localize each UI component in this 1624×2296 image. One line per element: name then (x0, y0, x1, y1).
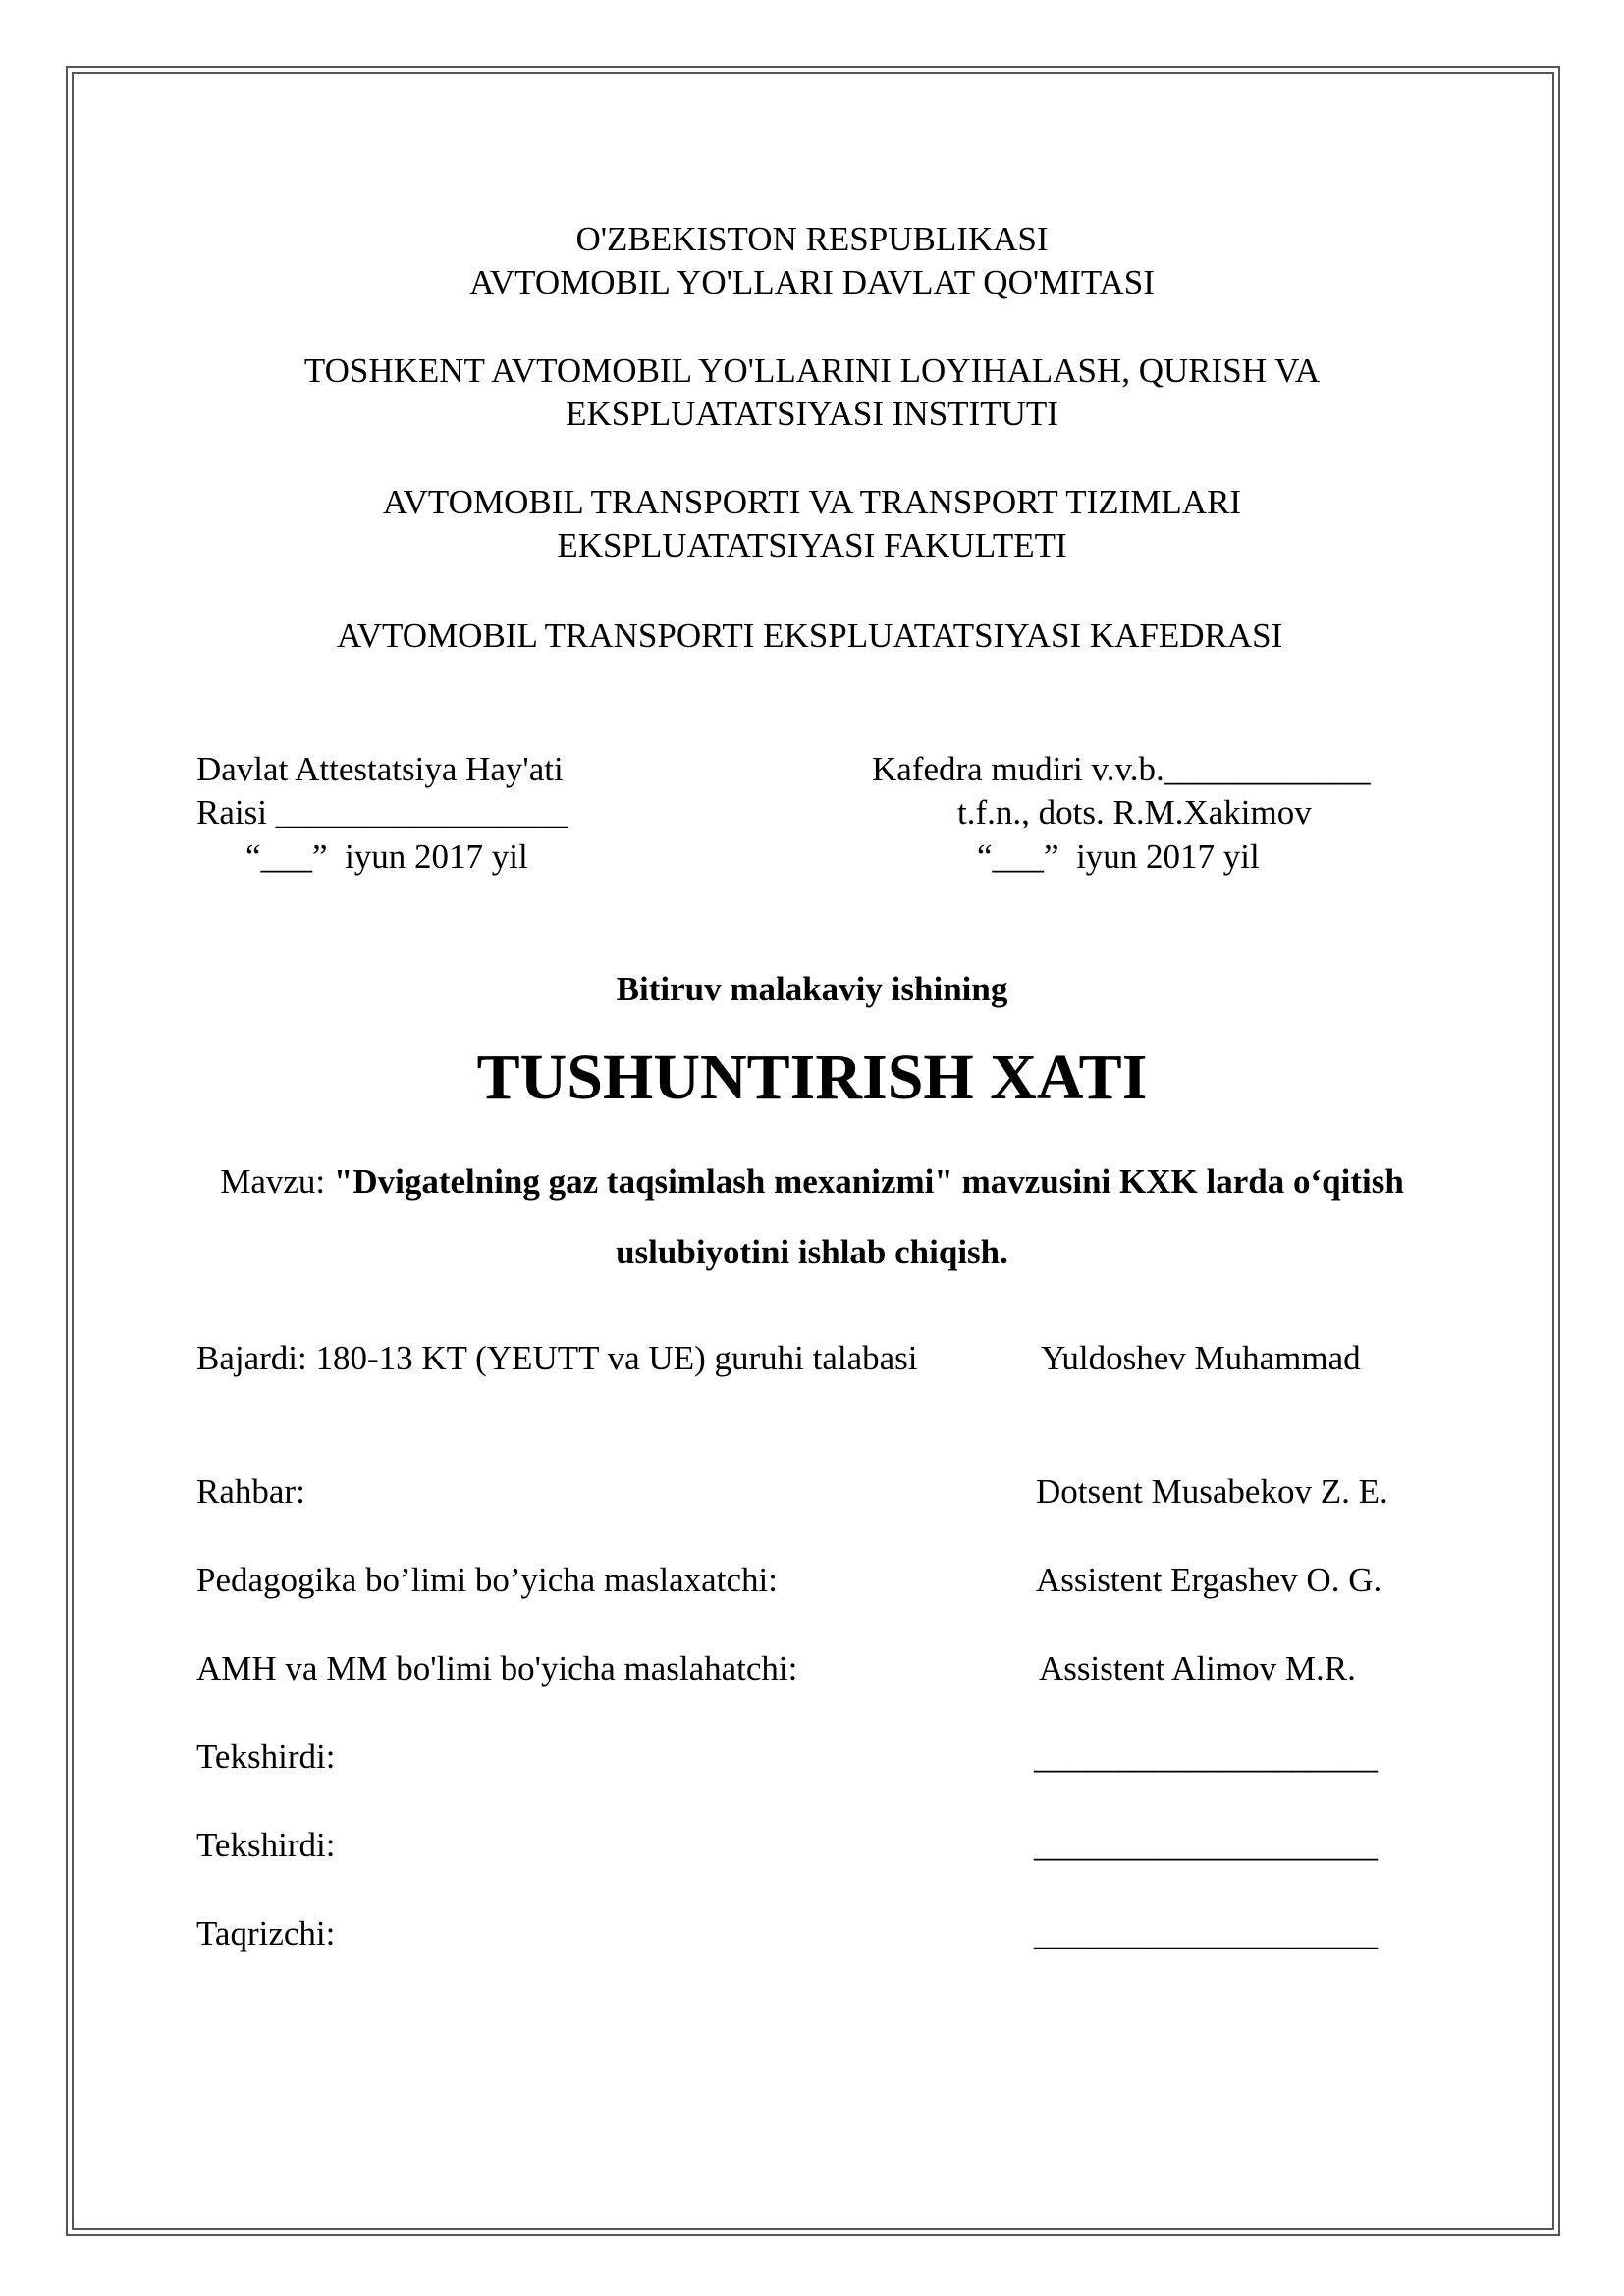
performer-label: Bajardi: 180-13 KT (YEUTT va UE) guruhi talabasi (196, 1339, 918, 1377)
work-title: TUSHUNTIRISH XATI (476, 1041, 1148, 1113)
work-subtitle: Bitiruv malakaviy ishining (616, 970, 1008, 1008)
role-value-pedagogy: Assistent Ergashev O. G. (1036, 1561, 1382, 1599)
role-value-checked-2: ____________________ (1034, 1826, 1378, 1864)
approval-left-line1: Davlat Attestatsiya Hay'ati (196, 750, 564, 788)
role-label-supervisor: Rahbar: (196, 1472, 305, 1511)
role-value-checked-1: ____________________ (1034, 1737, 1378, 1776)
work-topic-line2: uslubiyotini ishlab chiqish. (616, 1233, 1008, 1271)
header-institute-line2: EKSPLUATATSIYASI INSTITUTI (566, 395, 1058, 433)
header-committee: AVTOMOBIL YO'LLARI DAVLAT QO'MITASI (469, 263, 1155, 301)
approval-right-line1: Kafedra mudiri v.v.b.____________ (872, 750, 1371, 788)
header-faculty-line2: EKSPLUATATSIYASI FAKULTETI (557, 526, 1067, 564)
header-country: O'ZBEKISTON RESPUBLIKASI (575, 220, 1049, 258)
role-value-reviewer: ____________________ (1034, 1914, 1378, 1952)
role-value-supervisor: Dotsent Musabekov Z. E. (1036, 1472, 1388, 1511)
header-department: AVTOMOBIL TRANSPORTI EKSPLUATATSIYASI KAFEDRASI (337, 616, 1283, 655)
approval-left-date: “___” iyun 2017 yil (245, 837, 528, 876)
work-topic-text: "Dvigatelning gaz taqsimlash mexanizmi" mavzusini KXK larda o‘qitish (333, 1162, 1404, 1201)
approval-left-line2: Raisi _________________ (196, 793, 568, 831)
work-topic-line1 (0, 1160, 1624, 1203)
role-label-reviewer: Taqrizchi: (196, 1914, 336, 1952)
role-label-checked-1: Tekshirdi: (196, 1737, 336, 1776)
approval-right-date: “___” iyun 2017 yil (977, 837, 1260, 876)
work-topic-label: Mavzu: (220, 1162, 334, 1201)
role-label-pedagogy: Pedagogika bo’limi bo’yicha maslaxatchi: (196, 1561, 778, 1599)
role-value-amh: Assistent Alimov M.R. (1039, 1649, 1356, 1687)
approval-right-line2: t.f.n., dots. R.M.Xakimov (957, 793, 1312, 831)
header-institute-line1: TOSHKENT AVTOMOBIL YO'LLARINI LOYIHALASH, QURISH VA (303, 351, 1321, 390)
role-label-amh: AMH va MM bo'limi bo'yicha maslahatchi: (196, 1649, 798, 1687)
role-label-checked-2: Tekshirdi: (196, 1826, 336, 1864)
performer-name: Yuldoshev Muhammad (1041, 1339, 1361, 1377)
header-faculty-line1: AVTOMOBIL TRANSPORTI VA TRANSPORT TIZIMLARI (382, 483, 1242, 521)
